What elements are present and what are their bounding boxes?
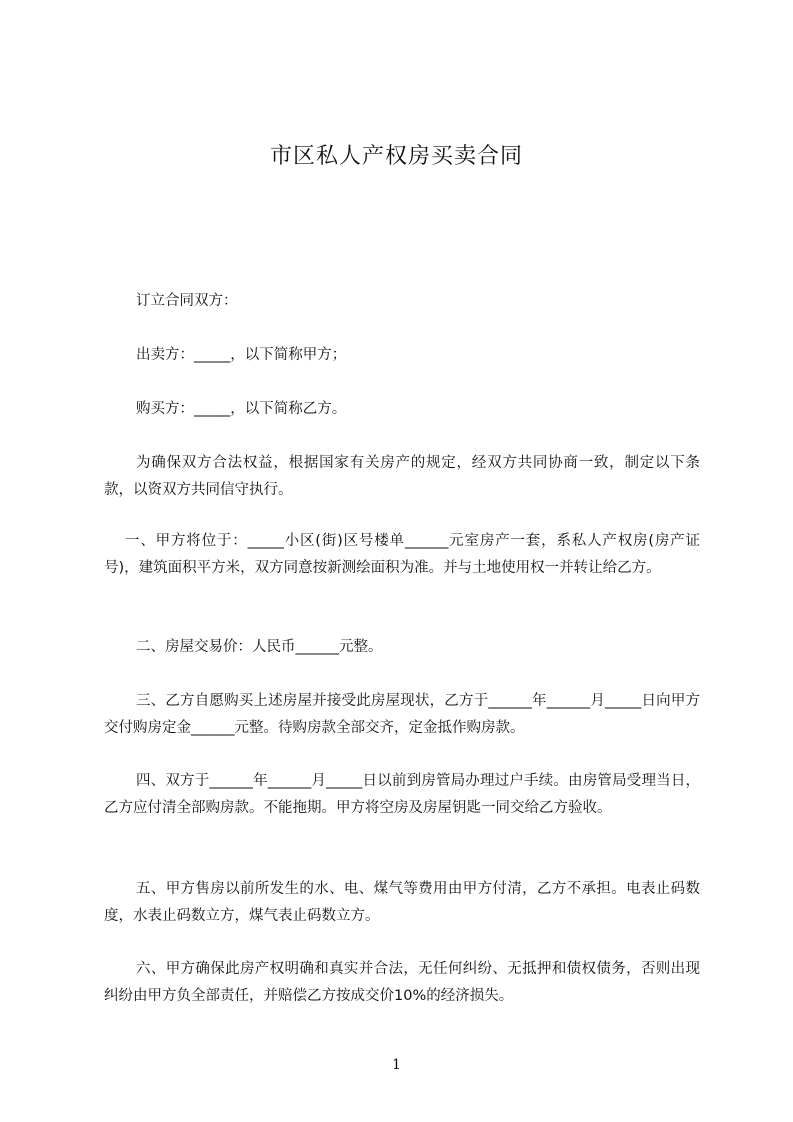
clause-1: 一、甲方将位于：_____小区(街)区号楼单______元室房产一套，系私人产权房(房产证号)，建筑面积平方米，双方同意按新测绘面积为准。并与土地使用权一并转让给乙方。	[104, 533, 700, 576]
paragraph-parties-intro: 订立合同双方：	[136, 293, 238, 309]
clause-5: 五、甲方售房以前所发生的水、电、煤气等费用由甲方付清，乙方不承担。电表止码数度，水表止码数立方，煤气表止码数立方。	[104, 881, 700, 924]
page-number: 1	[392, 1057, 401, 1073]
clause-4: 四、双方于______年______月_____日以前到房管局办理过户手续。由房管局受理当日，乙方应付清全部购房款。不能拖期。甲方将空房及房屋钥匙一同交给乙方验收。	[104, 773, 700, 816]
paragraph-buyer: 购买方：_____，以下简称乙方。	[136, 401, 347, 417]
clause-6: 六、甲方确保此房产权明确和真实并合法，无任何纠纷、无抵押和债权债务，否则出现纠纷由甲方负全部责任，并赔偿乙方按成交价10%的经济损失。	[104, 961, 700, 1004]
paragraph-seller: 出卖方：_____，以下简称甲方；	[136, 347, 347, 363]
clause-3: 三、乙方自愿购买上述房屋并接受此房屋现状，乙方于______年______月_____日向甲方交付购房定金______元整。待购房款全部交齐，定金抵作购房款。	[104, 693, 700, 736]
paragraph-preamble: 为确保双方合法权益，根据国家有关房产的规定，经双方共同协商一致，制定以下条款，以资双方共同信守执行。	[104, 455, 700, 498]
clause-2: 二、房屋交易价：人民币______元整。	[136, 639, 383, 655]
document-title: 市区私人产权房买卖合同	[269, 144, 523, 169]
